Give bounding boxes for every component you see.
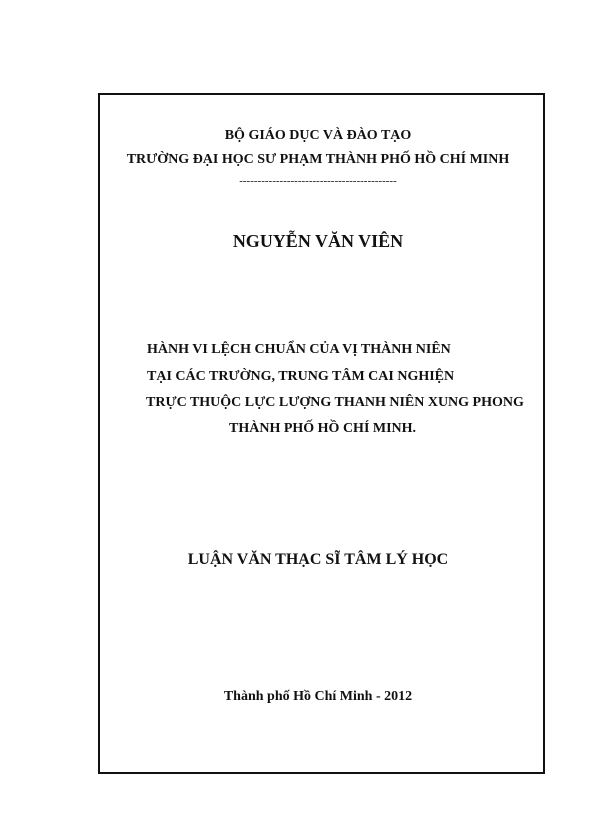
author-name: NGUYỄN VĂN VIÊN xyxy=(232,231,404,251)
place-and-year: Thành phố Hồ Chí Minh - 2012 xyxy=(223,689,413,704)
degree-label: LUẬN VĂN THẠC SĨ TÂM LÝ HỌC xyxy=(187,551,449,568)
thesis-title-line-4: THÀNH PHỐ HỒ CHÍ MINH. xyxy=(229,421,417,436)
ministry-name: BỘ GIÁO DỤC VÀ ĐÀO TẠO xyxy=(224,128,412,143)
thesis-title-line-3: TRỰC THUỘC LỰC LƯỢNG THANH NIÊN XUNG PHONG xyxy=(146,395,524,410)
thesis-title-line-2: TẠI CÁC TRƯỜNG, TRUNG TÂM CAI NGHIỆN xyxy=(147,369,455,384)
thesis-title-line-1: HÀNH VI LỆCH CHUẨN CỦA VỊ THÀNH NIÊN xyxy=(147,342,451,357)
separator-line: ------------------------------------------- xyxy=(239,175,397,187)
university-name: TRƯỜNG ĐẠI HỌC SƯ PHẠM THÀNH PHỐ HỒ CHÍ MINH xyxy=(126,152,510,167)
